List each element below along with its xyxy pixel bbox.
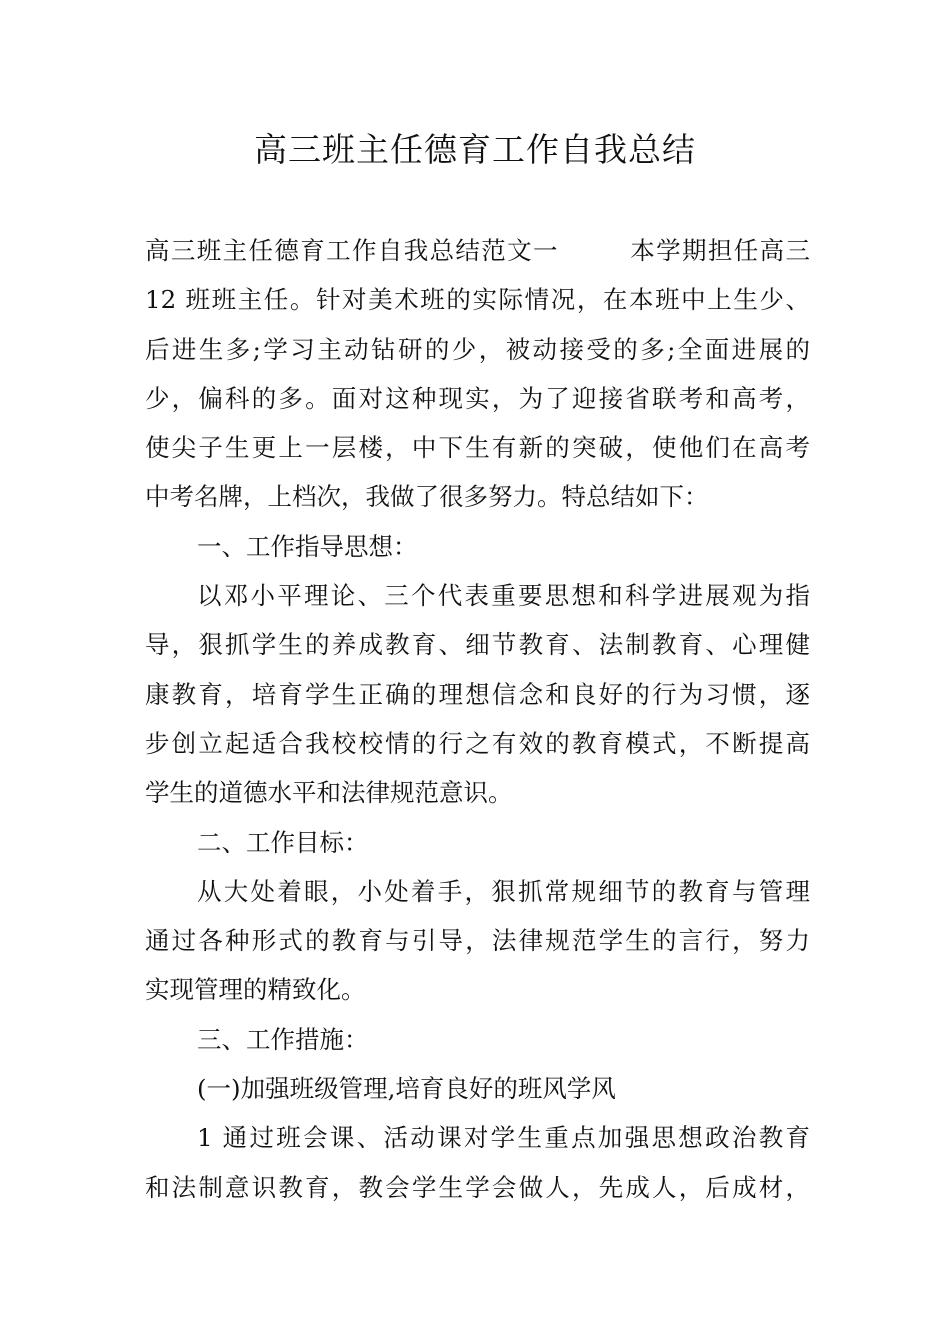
body-line-14: 从大处着眼，小处着手，狠抓常规细节的教育与管理: [197, 876, 810, 906]
body-line-1: [145, 226, 810, 275]
subsection-heading-1: (一)加强班级管理,培育良好的班风学风: [197, 1074, 616, 1104]
section-heading-3: 三、工作措施：: [197, 1024, 369, 1054]
document-body: [145, 226, 810, 1212]
body-line-3: 后进生多;学习主动钻研的少，被动接受的多;全面进展的: [145, 334, 810, 364]
body-line-9: 导，狠抓学生的养成教育、细节教育、法制教育、心理健: [145, 630, 810, 660]
body-line-6: 中考名牌，上档次，我做了很多努力。特总结如下：: [145, 482, 709, 512]
body-line-5: 使尖子生更上一层楼，中下生有新的突破，使他们在高考: [145, 433, 810, 463]
body-line-15: 通过各种形式的教育与引导，法律规范学生的言行，努力: [145, 926, 810, 956]
body-line-2: 12 班班主任。针对美术班的实际情况，在本班中上生少、: [145, 285, 810, 315]
body-line-8: 以邓小平理论、三个代表重要思想和科学进展观为指: [197, 581, 810, 611]
body-line-4: 少，偏科的多。面对这种现实，为了迎接省联考和高考，: [145, 383, 810, 413]
document-title: 高三班主任德育工作自我总结: [254, 130, 696, 169]
section-heading-1: 一、工作指导思想：: [197, 531, 418, 561]
body-line-11: 步创立起适合我校校情的行之有效的教育模式，不断提高: [145, 728, 810, 758]
body-line-16: 实现管理的精致化。: [145, 975, 366, 1005]
body-line-1-part-b: 本学期担任高三: [628, 236, 811, 265]
body-line-20: 和法制意识教育，教会学生学会做人，先成人，后成材，: [145, 1172, 810, 1202]
body-line-10: 康教育，培育学生正确的理想信念和良好的行为习惯，逐: [145, 679, 810, 709]
section-heading-2: 二、工作目标：: [197, 827, 369, 857]
body-line-1-part-a: 高三班主任德育工作自我总结范文一: [145, 236, 559, 265]
body-line-19: 1 通过班会课、活动课对学生重点加强思想政治教育: [197, 1123, 810, 1153]
body-line-12: 学生的道德水平和法律规范意识。: [145, 778, 513, 808]
